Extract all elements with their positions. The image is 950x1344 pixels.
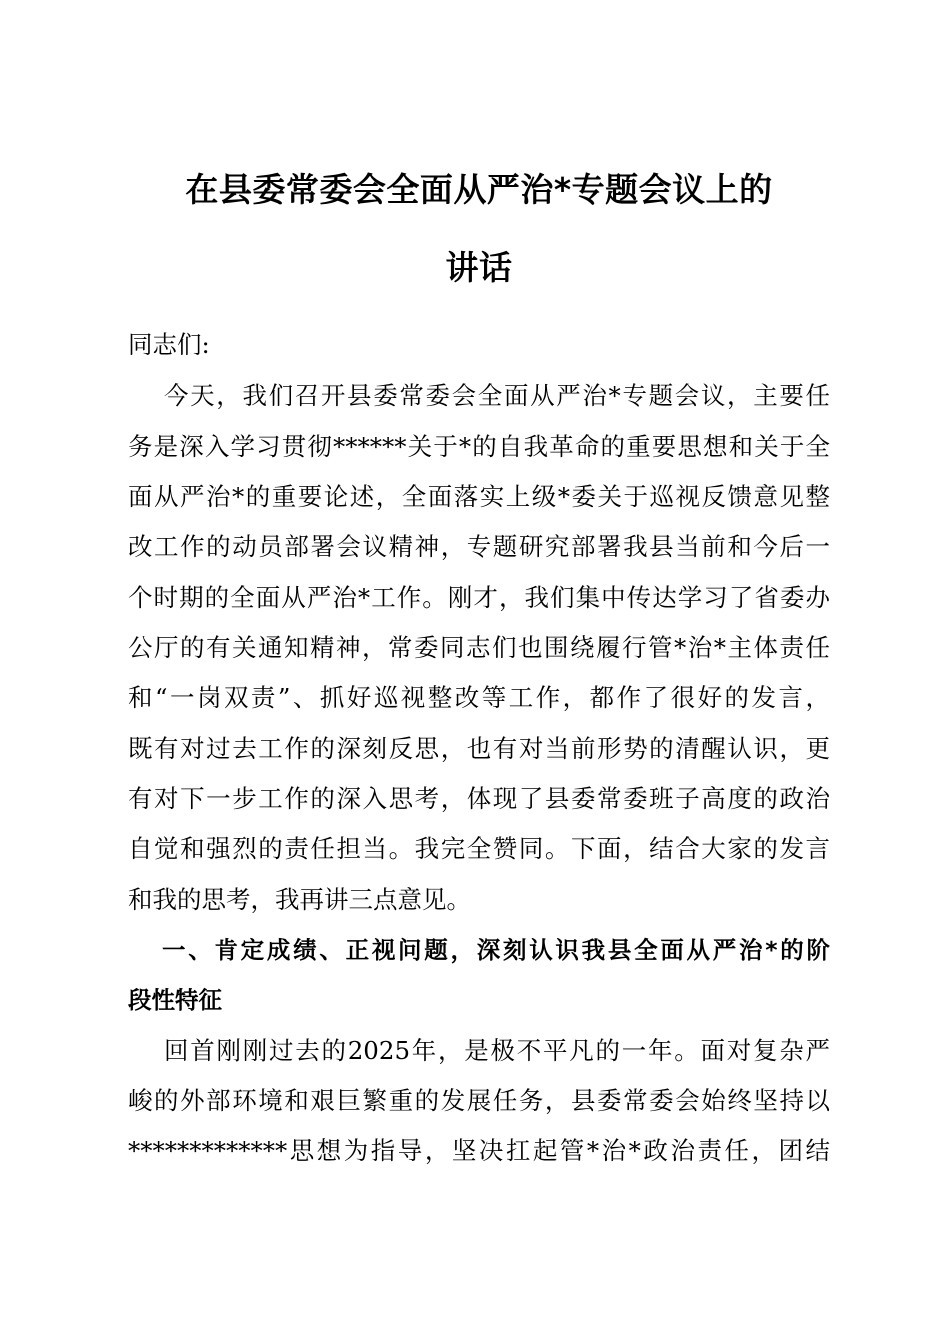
paragraph-1-line-2: 务是深入学习贯彻******关于*的自我革命的重要思想和关于全 bbox=[128, 432, 830, 461]
paragraph-2-line-3: *************思想为指导，坚决扛起管*治*政治责任，团结 bbox=[128, 1136, 830, 1165]
paragraph-1-line-1: 今天，我们召开县委常委会全面从严治*专题会议，主要任 bbox=[164, 381, 830, 410]
paragraph-1-line-6: 公厅的有关通知精神，常委同志们也围绕履行管*治*主体责任 bbox=[128, 633, 830, 662]
section-1-heading-line-1: 一、肯定成绩、正视问题，深刻认识我县全面从严治*的阶 bbox=[162, 936, 830, 964]
paragraph-1-line-7: 和“一岗双责”、抓好巡视整改等工作，都作了很好的发言， bbox=[128, 683, 830, 712]
section-1-heading-line-2: 段性特征 bbox=[128, 986, 222, 1014]
paragraph-1-line-3: 面从严治*的重要论述，全面落实上级*委关于巡视反馈意见整 bbox=[128, 482, 830, 511]
paragraph-1-line-9: 有对下一步工作的深入思考，体现了县委常委班子高度的政治 bbox=[128, 784, 830, 813]
document-title-line-2: 讲话 bbox=[445, 248, 513, 287]
document-title-line-1: 在县委常委会全面从严治*专题会议上的 bbox=[185, 170, 773, 209]
salutation: 同志们: bbox=[128, 330, 210, 359]
paragraph-1-line-10: 自觉和强烈的责任担当。我完全赞同。下面，结合大家的发言 bbox=[128, 834, 830, 863]
paragraph-1-line-5: 个时期的全面从严治*工作。刚才，我们集中传达学习了省委办 bbox=[128, 583, 830, 612]
paragraph-1-line-8: 既有对过去工作的深刻反思，也有对当前形势的清醒认识，更 bbox=[128, 734, 830, 763]
paragraph-2-line-2: 峻的外部环境和艰巨繁重的发展任务，县委常委会始终坚持以 bbox=[128, 1086, 830, 1115]
paragraph-1-line-4: 改工作的动员部署会议精神，专题研究部署我县当前和今后一 bbox=[128, 532, 830, 561]
paragraph-1-line-11: 和我的思考，我再讲三点意见。 bbox=[128, 885, 471, 914]
paragraph-2-line-1: 回首刚刚过去的2025年，是极不平凡的一年。面对复杂严 bbox=[164, 1036, 830, 1065]
